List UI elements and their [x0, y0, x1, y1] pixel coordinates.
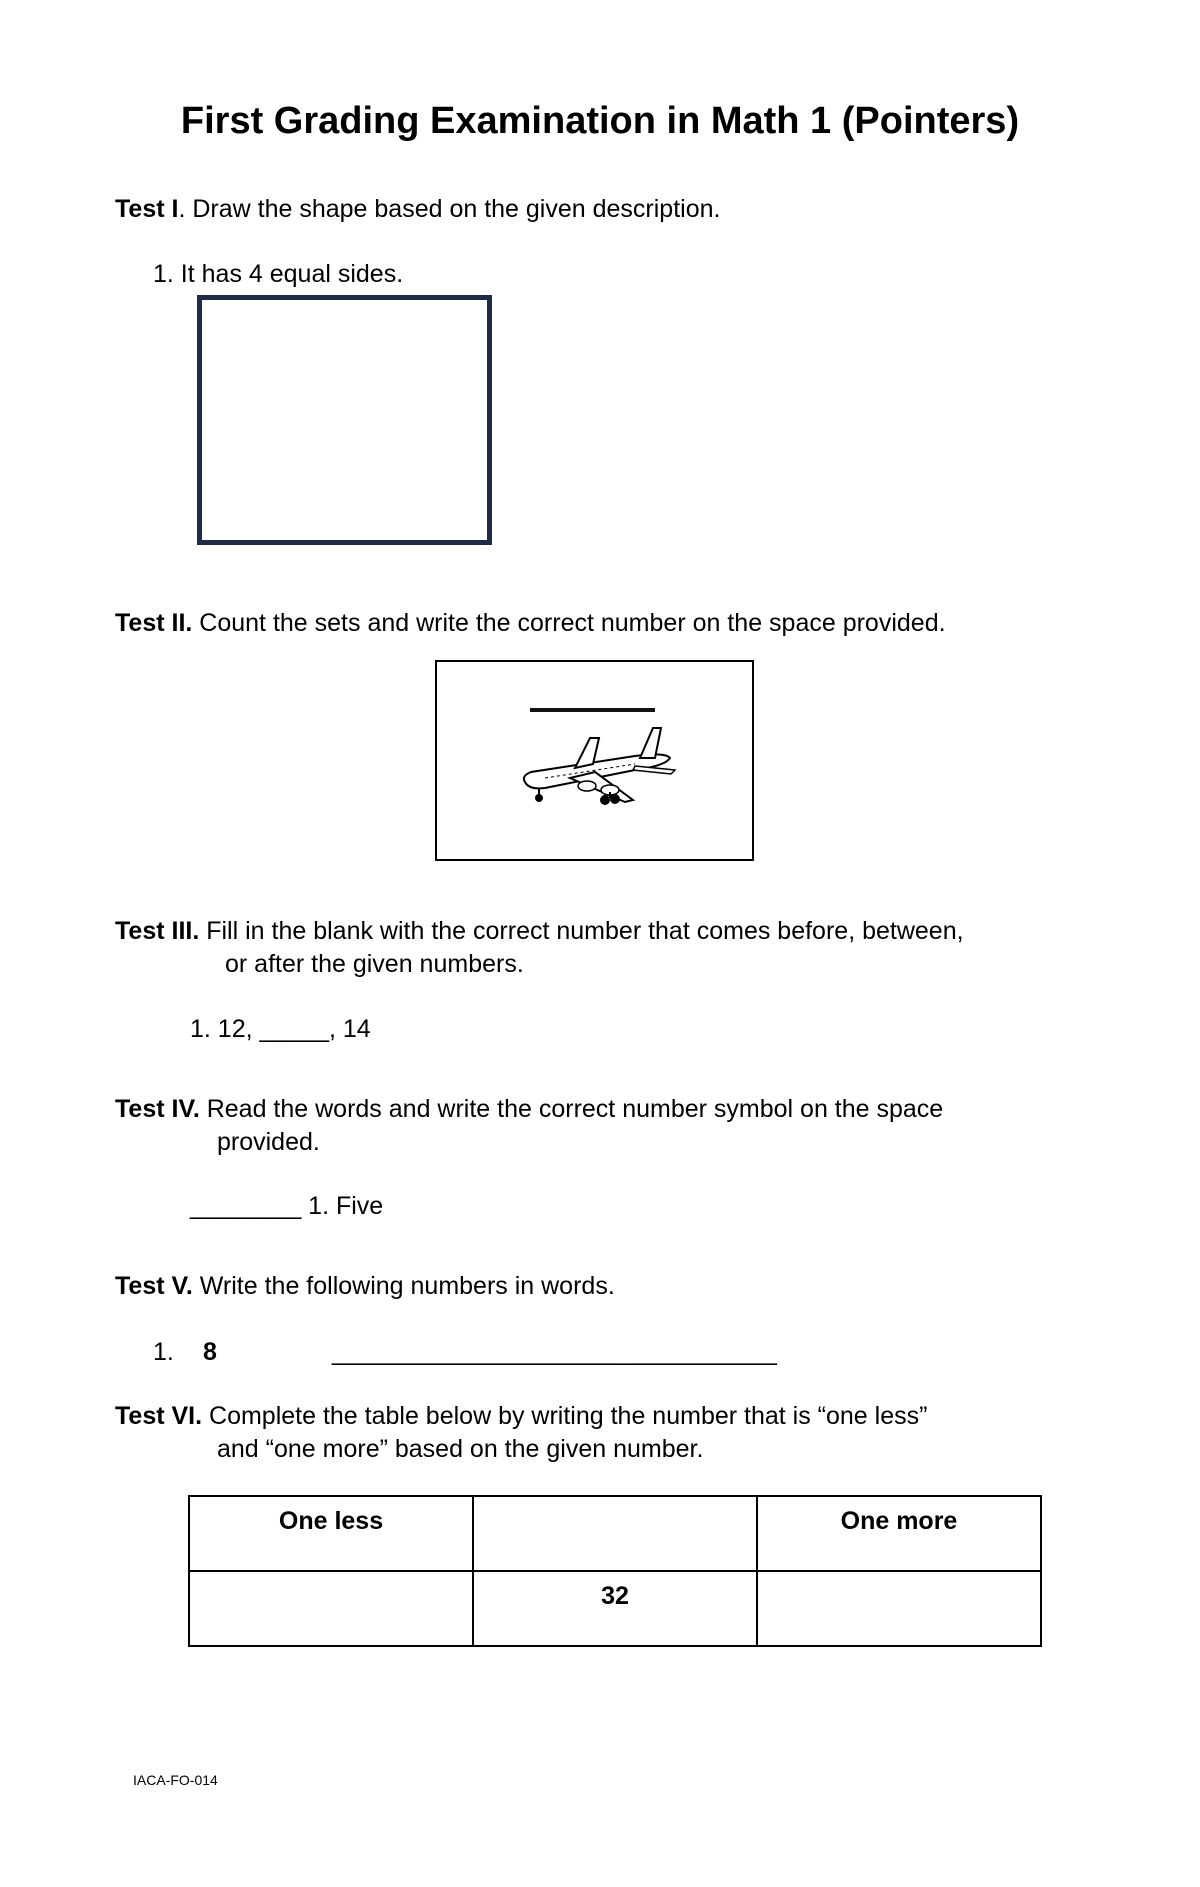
page-title: First Grading Examination in Math 1 (Pointers) — [180, 100, 1020, 142]
form-code: IACA-FO-014 — [133, 1772, 218, 1788]
cell-given-number: 32 — [473, 1571, 757, 1646]
test5-item-number: 1. — [153, 1338, 174, 1366]
test4-text: Read the words and write the correct number symbol on the space — [199, 1095, 944, 1123]
test4-instruction-cont: provided. — [217, 1128, 320, 1156]
cell-one-more — [757, 1571, 1041, 1646]
test5-item-value: 8 — [203, 1338, 217, 1366]
test3-item: 1. 12, _____, 14 — [190, 1015, 371, 1043]
test2-text: Count the sets and write the correct number on the space provided. — [192, 609, 946, 637]
test3-instruction-cont: or after the given numbers. — [225, 950, 524, 978]
test3-label: Test III. — [115, 917, 200, 945]
table-row — [189, 1571, 1041, 1646]
test6-instruction — [115, 1400, 927, 1432]
test2-instruction — [115, 607, 946, 639]
test5-label: Test V. — [115, 1272, 193, 1300]
airplane-icon — [515, 720, 680, 810]
test3-instruction — [115, 915, 964, 947]
answer-blank-line — [530, 708, 655, 712]
square-drawing — [197, 295, 492, 545]
test5-text: Write the following numbers in words. — [192, 1272, 615, 1300]
one-less-one-more-table — [188, 1495, 1042, 1647]
test1-label: Test I — [115, 195, 179, 223]
test4-label: Test IV. — [115, 1095, 200, 1123]
test2-label: Test II. — [115, 609, 193, 637]
test6-instruction-cont: and “one more” based on the given number. — [217, 1435, 704, 1463]
cell-one-less — [189, 1571, 473, 1646]
test5-answer-line: ________________________________ — [332, 1338, 777, 1366]
header-one-more: One more — [757, 1496, 1041, 1571]
test6-text: Complete the table below by writing the number that is “one less” — [202, 1402, 928, 1430]
test4-item: ________ 1. Five — [190, 1192, 384, 1220]
test1-text: . Draw the shape based on the given description. — [178, 195, 721, 223]
header-middle — [473, 1496, 757, 1571]
test6-label: Test VI. — [115, 1402, 203, 1430]
test1-item: 1. It has 4 equal sides. — [153, 260, 404, 288]
test5-instruction — [115, 1270, 615, 1302]
header-one-less: One less — [189, 1496, 473, 1571]
test4-instruction — [115, 1093, 943, 1125]
test3-text: Fill in the blank with the correct number that comes before, between, — [199, 917, 964, 945]
test1-instruction — [115, 193, 720, 225]
table-header-row — [189, 1496, 1041, 1571]
